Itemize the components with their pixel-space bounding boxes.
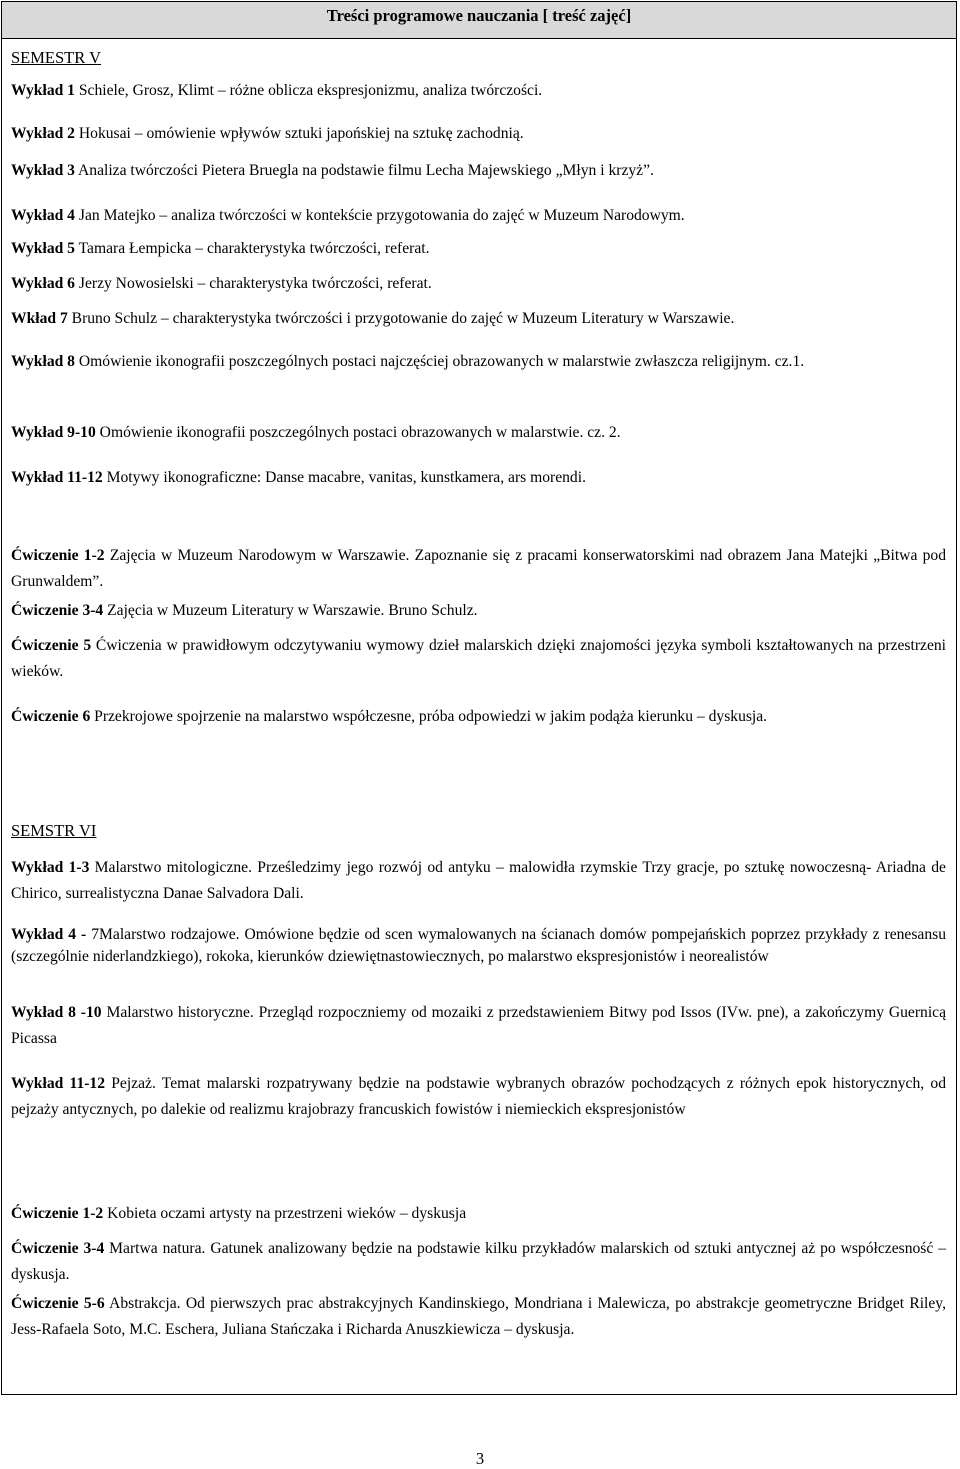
exercise-text: Przekrojowe spojrzenie na malarstwo współczesne, próba odpowiedzi w jakim podąża kierunku – dyskusja. — [90, 708, 768, 725]
lecture-6 — [11, 271, 946, 297]
lecture-text: Pejzaż. Temat malarski rozpatrywany będzie na podstawie wybranych obrazów pochodzących z różnych epok historycznych, od pejzaży antycznych, po dalekie od realizmu krajobrazy francuskich fowistów i niemieckich ekspresjonistów — [11, 1075, 946, 1118]
lecture-9-10 — [11, 420, 946, 446]
lecture-11-12 — [11, 465, 946, 491]
lecture-text: Jerzy Nowosielski – charakterystyka twórczości, referat. — [74, 275, 432, 292]
lecture-label: Wykład 6 — [11, 275, 75, 292]
lecture-label: Wykład 4 — [11, 207, 75, 224]
exercise-text: Ćwiczenia w prawidłowym odczytywaniu wymowy dzieł malarskich dzięki znajomości języka symboli kształtowanych na przestrzeni wieków. — [11, 637, 947, 680]
exercise-text: Zajęcia w Muzeum Literatury w Warszawie. Bruno Schulz. — [103, 602, 478, 619]
exercise-5-6-vi — [11, 1291, 946, 1343]
exercise-label: Ćwiczenie 3-4 — [11, 602, 104, 619]
lecture-label: Wkład 7 — [11, 310, 68, 327]
lecture-label: Wykład 11-12 — [11, 1075, 106, 1092]
exercise-label: Ćwiczenie 1-2 — [11, 547, 105, 564]
lecture-text: Tamara Łempicka – charakterystyka twórczości, referat. — [74, 240, 430, 257]
lecture-8 — [11, 349, 946, 375]
lecture-label: Wykład 9-10 — [11, 424, 96, 441]
lecture-text: Malarstwo mitologiczne. Prześledzimy jego rozwój od antyku – malowidła rzymskie Trzy gracje, po sztukę nowoczesną- Ariadna de Chirico, surrealistyczna Danae Salvadora Dali. — [11, 859, 946, 902]
lecture-1 — [11, 78, 946, 104]
lecture-text: 7Malarstwo rodzajowe. Omówione będzie od scen wymalowanych na ścianach domów pompejańskich poprzez przykłady z renesansu (szczególnie niderlandzkiego), rokoka, kierunków dziewiętnastowiecznych, po malarstwo ekspresjonistów i neorealistów — [11, 926, 946, 965]
exercise-label: Ćwiczenie 5-6 — [11, 1295, 105, 1312]
lecture-text: Omówienie ikonografii poszczególnych postaci obrazowanych w malarstwie. cz. 2. — [95, 424, 621, 441]
exercise-text: Zajęcia w Muzeum Narodowym w Warszawie. Zapoznanie się z pracami konserwatorskimi nad obrazem Jana Matejki „Bitwa pod Grunwaldem”. — [11, 547, 946, 590]
exercise-label: Ćwiczenie 3-4 — [11, 1240, 105, 1257]
lecture-label: Wykład 11-12 — [11, 469, 103, 486]
lecture-11-12-vi — [11, 1071, 946, 1123]
lecture-3 — [11, 158, 946, 184]
lecture-label: Wykład 3 — [11, 162, 75, 179]
lecture-1-3 — [11, 855, 946, 907]
lecture-text: Malarstwo historyczne. Przegląd rozpoczniemy od mozaiki z przedstawieniem Bitwy pod Issos (IVw. pne), a zakończymy Guernicą Picassa — [11, 1004, 947, 1047]
exercise-1-2-vi — [11, 1201, 946, 1227]
lecture-text: Bruno Schulz – charakterystyka twórczości i przygotowanie do zajęć w Muzeum Literatury w Warszawie. — [67, 310, 735, 327]
exercise-text: Martwa natura. Gatunek analizowany będzie na podstawie kilku przykładów malarskich od sztuki antycznej aż po współczesność – dyskusja. — [11, 1240, 946, 1283]
exercise-label: Ćwiczenie 1-2 — [11, 1205, 104, 1222]
lecture-label: Wykład 1-3 — [11, 859, 90, 876]
exercise-text: Abstrakcja. Od pierwszych prac abstrakcyjnych Kandinskiego, Mondriana i Malewicza, po abstrakcje geometryczne Bridget Riley, Jess-Rafaela Soto, M.C. Eschera, Juliana Stańczaka i Richarda Anuszkiewicza – dyskusja. — [11, 1295, 946, 1338]
lecture-4-7 — [11, 924, 946, 968]
exercise-6 — [11, 704, 946, 730]
exercise-3-4-vi — [11, 1236, 946, 1288]
exercise-5 — [11, 633, 946, 685]
lecture-text: Schiele, Grosz, Klimt – różne oblicza ekspresjonizmu, analiza twórczości. — [74, 82, 543, 99]
exercise-label: Ćwiczenie 5 — [11, 637, 92, 654]
lecture-label: Wykład 4 - — [11, 926, 87, 943]
lecture-2 — [11, 121, 946, 147]
lecture-text: Analiza twórczości Pietera Bruegla na podstawie filmu Lecha Majewskiego „Młyn i krzyż”. — [74, 162, 654, 179]
exercise-1-2 — [11, 543, 946, 595]
exercise-label: Ćwiczenie 6 — [11, 708, 91, 725]
lecture-text: Jan Matejko – analiza twórczości w kontekście przygotowania do zajęć w Muzeum Narodowym. — [74, 207, 685, 224]
lecture-7 — [11, 306, 946, 332]
lecture-text: Omówienie ikonografii poszczególnych postaci najczęściej obrazowanych w malarstwie zwłaszcza religijnym. cz.1. — [74, 353, 805, 370]
lecture-label: Wykład 5 — [11, 240, 75, 257]
semester-6-title: SEMSTR VI — [11, 821, 97, 840]
lecture-text: Hokusai – omówienie wpływów sztuki japońskiej na sztukę zachodnią. — [74, 125, 524, 142]
lecture-text: Motywy ikonograficzne: Danse macabre, vanitas, kunstkamera, ars morendi. — [102, 469, 586, 486]
lecture-4 — [11, 203, 946, 229]
table-header: Treści programowe nauczania [ treść zajęć] — [2, 2, 956, 39]
exercise-text: Kobieta oczami artysty na przestrzeni wieków – dyskusja — [103, 1205, 467, 1222]
lecture-label: Wykład 2 — [11, 125, 75, 142]
lecture-5 — [11, 236, 946, 262]
lecture-8-10 — [11, 1000, 946, 1052]
lecture-label: Wykład 1 — [11, 82, 75, 99]
lecture-label: Wykład 8 -10 — [11, 1004, 102, 1021]
semester-5-title: SEMESTR V — [11, 48, 102, 67]
page-number: 3 — [475, 1449, 485, 1468]
lecture-label: Wykład 8 — [11, 353, 75, 370]
exercise-3-4 — [11, 598, 946, 624]
